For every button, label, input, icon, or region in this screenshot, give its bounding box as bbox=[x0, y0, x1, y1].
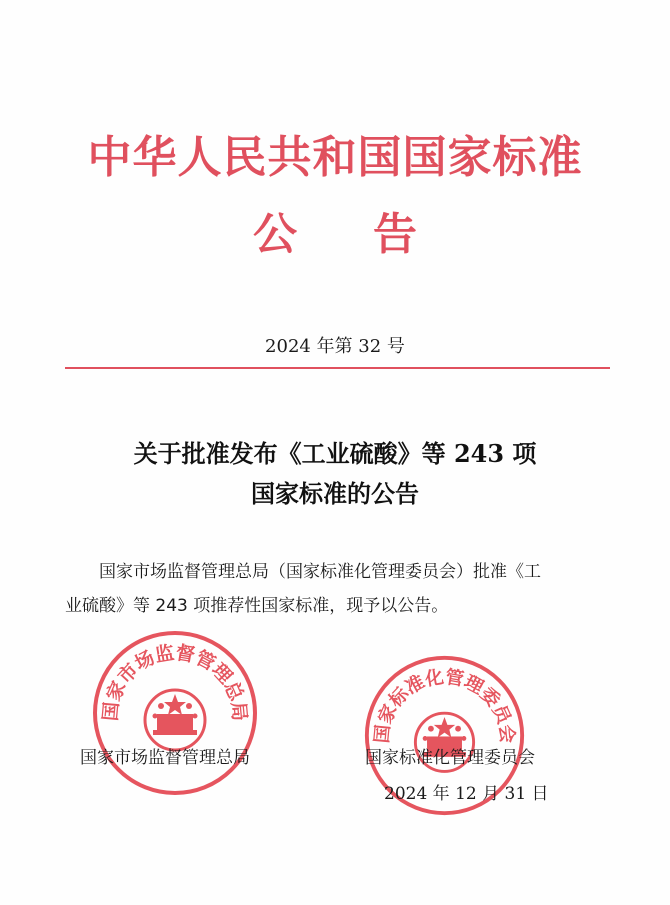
right-seal-text: 国家标准化管理委员会 bbox=[371, 666, 518, 745]
signature-sac: 国家标准化管理委员会 bbox=[365, 748, 535, 768]
signature-samr: 国家市场监督管理总局 bbox=[80, 748, 250, 768]
announcement-title-line-2: 国家标准的公告 bbox=[251, 479, 419, 508]
header-divider bbox=[65, 367, 610, 369]
masthead-subtitle-char-2: 告 bbox=[373, 209, 417, 260]
signature-date: 2024 年 12 月 31 日 bbox=[384, 784, 549, 804]
national-emblem-icon bbox=[145, 690, 205, 750]
issue-number: 2024 年第 32 号 bbox=[265, 336, 405, 357]
masthead-subtitle-char-1: 公 bbox=[253, 209, 297, 260]
masthead-subtitle bbox=[0, 205, 670, 265]
masthead-title: 中华人民共和国国家标准 bbox=[87, 132, 583, 183]
body-paragraph-line-1: 国家市场监督管理总局（国家标准化管理委员会）批准《工 bbox=[99, 562, 541, 582]
body-paragraph-line-2: 业硫酸》等 243 项推荐性国家标准，现予以公告。 bbox=[65, 596, 449, 616]
samr-seal-icon bbox=[90, 628, 260, 798]
left-seal-text: 国家市场监督管理总局 bbox=[99, 641, 251, 722]
announcement-title-line-1: 关于批准发布《工业硫酸》等 243 项 bbox=[133, 439, 537, 468]
